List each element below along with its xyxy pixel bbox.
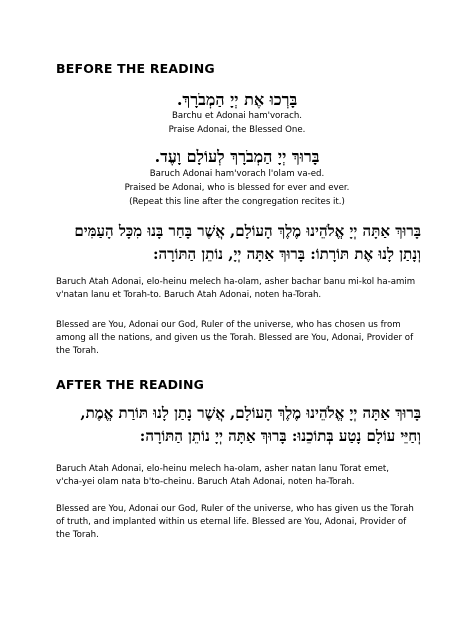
- barchu-english: Praise Adonai, the Blessed One.: [168, 125, 306, 135]
- torah-blessing-before-hebrew-line-1: בָּרוּךְ אַתָּה יְיָ אֱלֹהֵינוּ מֶלֶךְ הָעוֹלָם, אֲשֶׁר בָּחַר בָּנוּ מִכָּל הָעַמִּים: [74, 222, 421, 240]
- transliteration-line: v'natan lanu et Torah-to. Baruch Atah Adonai, noten ha-Torah.: [56, 290, 322, 301]
- torah-blessing-before-transliteration: [56, 276, 426, 302]
- torah-blessing-after-english: [56, 503, 426, 543]
- english-line: the Torah.: [56, 530, 99, 541]
- transliteration-line: v'cha-yei olam nata b'to-cheinu. Baruch Atah Adonai, noten ha-Torah.: [56, 477, 355, 488]
- barchu-transliteration: Barchu et Adonai ham'vorach.: [171, 111, 302, 121]
- torah-blessing-after-hebrew-line-2: וְחַיֵּי עוֹלָם נָטַע בְּתוֹכֵנוּ: בָּרוּךְ אַתָּה יְיָ נוֹתֵן הַתּוֹרָה:: [139, 427, 421, 445]
- english-line: of truth, and implanted within us eternal life. Blessed are You, Adonai, Provider of: [56, 517, 407, 528]
- transliteration-line: Baruch Atah Adonai, elo-heinu melech ha-olam, asher natan lanu Torat emet,: [56, 464, 390, 474]
- english-line: Blessed are You, Adonai our God, Ruler of the universe, who has given us the Torah: [56, 504, 414, 514]
- repeat-instruction-note: (Repeat this line after the congregation recites it.): [129, 197, 345, 207]
- baruch-english: Praised be Adonai, who is blessed for ever and ever.: [124, 183, 350, 193]
- torah-blessing-before-english: [56, 319, 426, 359]
- before-reading-heading: BEFORE THE READING: [56, 61, 215, 76]
- transliteration-line: Baruch Atah Adonai, elo-heinu melech ha-olam, asher bachar banu mi-kol ha-amim: [56, 277, 416, 287]
- barchu-hebrew: בָּרְכוּ אֶת יְיָ הַמְבֹרָךְ.: [176, 90, 298, 109]
- torah-blessing-after-hebrew-line-1: בָּרוּךְ אַתָּה יְיָ אֱלֹהֵינוּ מֶלֶךְ הָעוֹלָם, אֲשֶׁר נָתַן לָנוּ תּוֹרַת אֱמֶת,: [80, 404, 421, 422]
- english-line: Blessed are You, Adonai our God, Ruler of the universe, who has chosen us from: [56, 320, 401, 330]
- after-reading-heading: AFTER THE READING: [56, 377, 205, 392]
- english-line: among all the nations, and given us the Torah. Blessed are You, Adonai, Provider of: [56, 333, 414, 344]
- baruch-hebrew: בָּרוּךְ יְיָ הַמְבֹרָךְ לְעוֹלָם וָעֶד.: [154, 147, 320, 166]
- torah-blessing-before-hebrew-line-2: וְנָתַן לָנוּ אֶת תּוֹרָתוֹ: בָּרוּךְ אַתָּה יְיָ, נוֹתֵן הַתּוֹרָה:: [153, 245, 421, 263]
- english-line: the Torah.: [56, 346, 99, 357]
- torah-blessing-after-transliteration: [56, 463, 426, 489]
- baruch-transliteration: Baruch Adonai ham'vorach l'olam va-ed.: [149, 169, 325, 179]
